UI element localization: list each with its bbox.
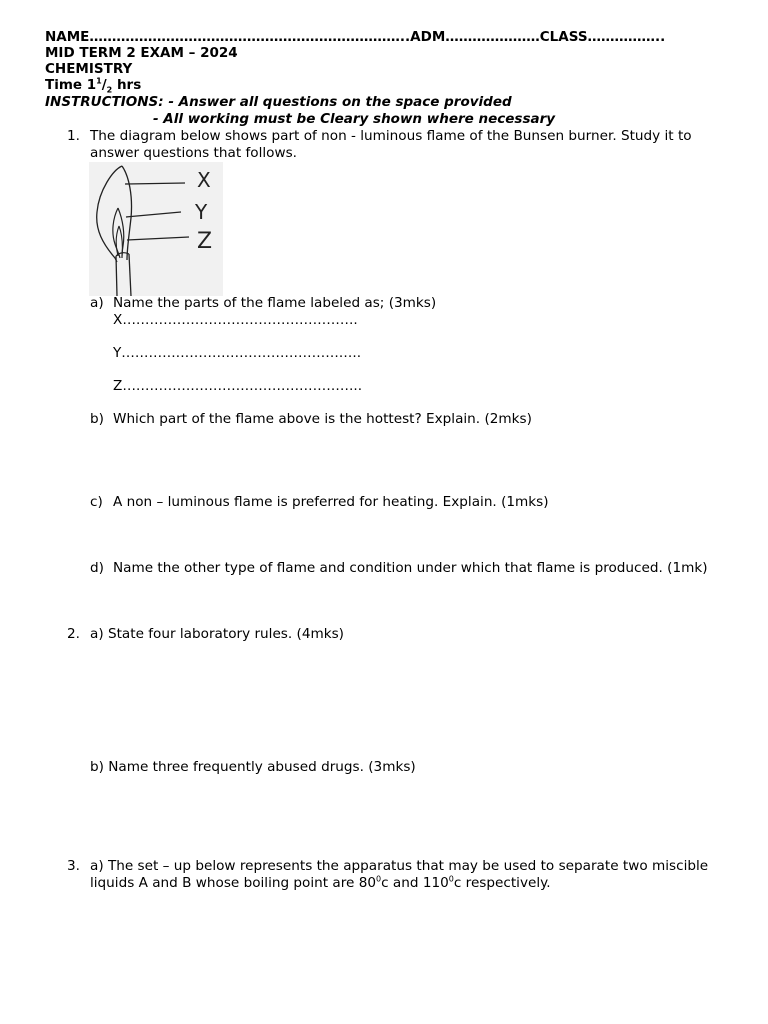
- q1a-text: Name the parts of the flame labeled as; (3mks): [113, 295, 437, 311]
- diagram-label-x: X: [197, 168, 211, 192]
- diagram-label-z: Z: [197, 229, 213, 254]
- q1b-label: b): [90, 411, 104, 427]
- instructions-working: - All working must be Cleary shown where necessary: [153, 111, 556, 127]
- q1a-answer-x: X…………………………………………….: [113, 312, 358, 328]
- q1b-text: Which part of the flame above is the hottest? Explain. (2mks): [113, 411, 532, 427]
- q1c-label: c): [90, 494, 103, 510]
- q1-stem-line-2: answer questions that follows.: [90, 145, 297, 161]
- exam-duration: Time $1^1/_2$ hrs: [45, 76, 142, 95]
- flame-sketch: [89, 162, 223, 296]
- exam-title: MID TERM 2 EXAM – 2024: [45, 45, 238, 61]
- q1a-answer-z: Z……………………………………………..: [113, 378, 363, 394]
- diagram-label-y: Y: [195, 200, 208, 224]
- q1a-answer-y: Y……………………………………………..: [113, 345, 362, 361]
- question-number-2: 2.: [67, 626, 80, 642]
- q3a-line-2: liquids A and B whose boiling point are $80^0c$ and $110^0c$ respectively.: [90, 874, 551, 891]
- q1d-label: d): [90, 560, 104, 576]
- q2b-text: b) Name three frequently abused drugs. (3mks): [90, 759, 416, 775]
- name-adm-class-line: NAME……………………………………………………………..ADM…………………CLASS……………..: [45, 29, 666, 45]
- q1a-label: a): [90, 295, 104, 311]
- bunsen-flame-diagram: [89, 162, 223, 296]
- q1c-text: A non – luminous flame is preferred for heating. Explain. (1mks): [113, 494, 549, 510]
- q1d-text: Name the other type of flame and condition under which that flame is produced. (1mk): [113, 560, 708, 576]
- instructions: INSTRUCTIONS: - Answer all questions on the space provided: [45, 94, 512, 110]
- subject-title: CHEMISTRY: [45, 61, 133, 77]
- q3a-line-1: a) The set – up below represents the apparatus that may be used to separate two miscible: [90, 858, 709, 874]
- question-number-3: 3.: [67, 858, 80, 874]
- question-number-1: 1.: [67, 128, 80, 144]
- q2a-text: a) State four laboratory rules. (4mks): [90, 626, 344, 642]
- q1-stem-line-1: The diagram below shows part of non - luminous flame of the Bunsen burner. Study it to: [90, 128, 692, 144]
